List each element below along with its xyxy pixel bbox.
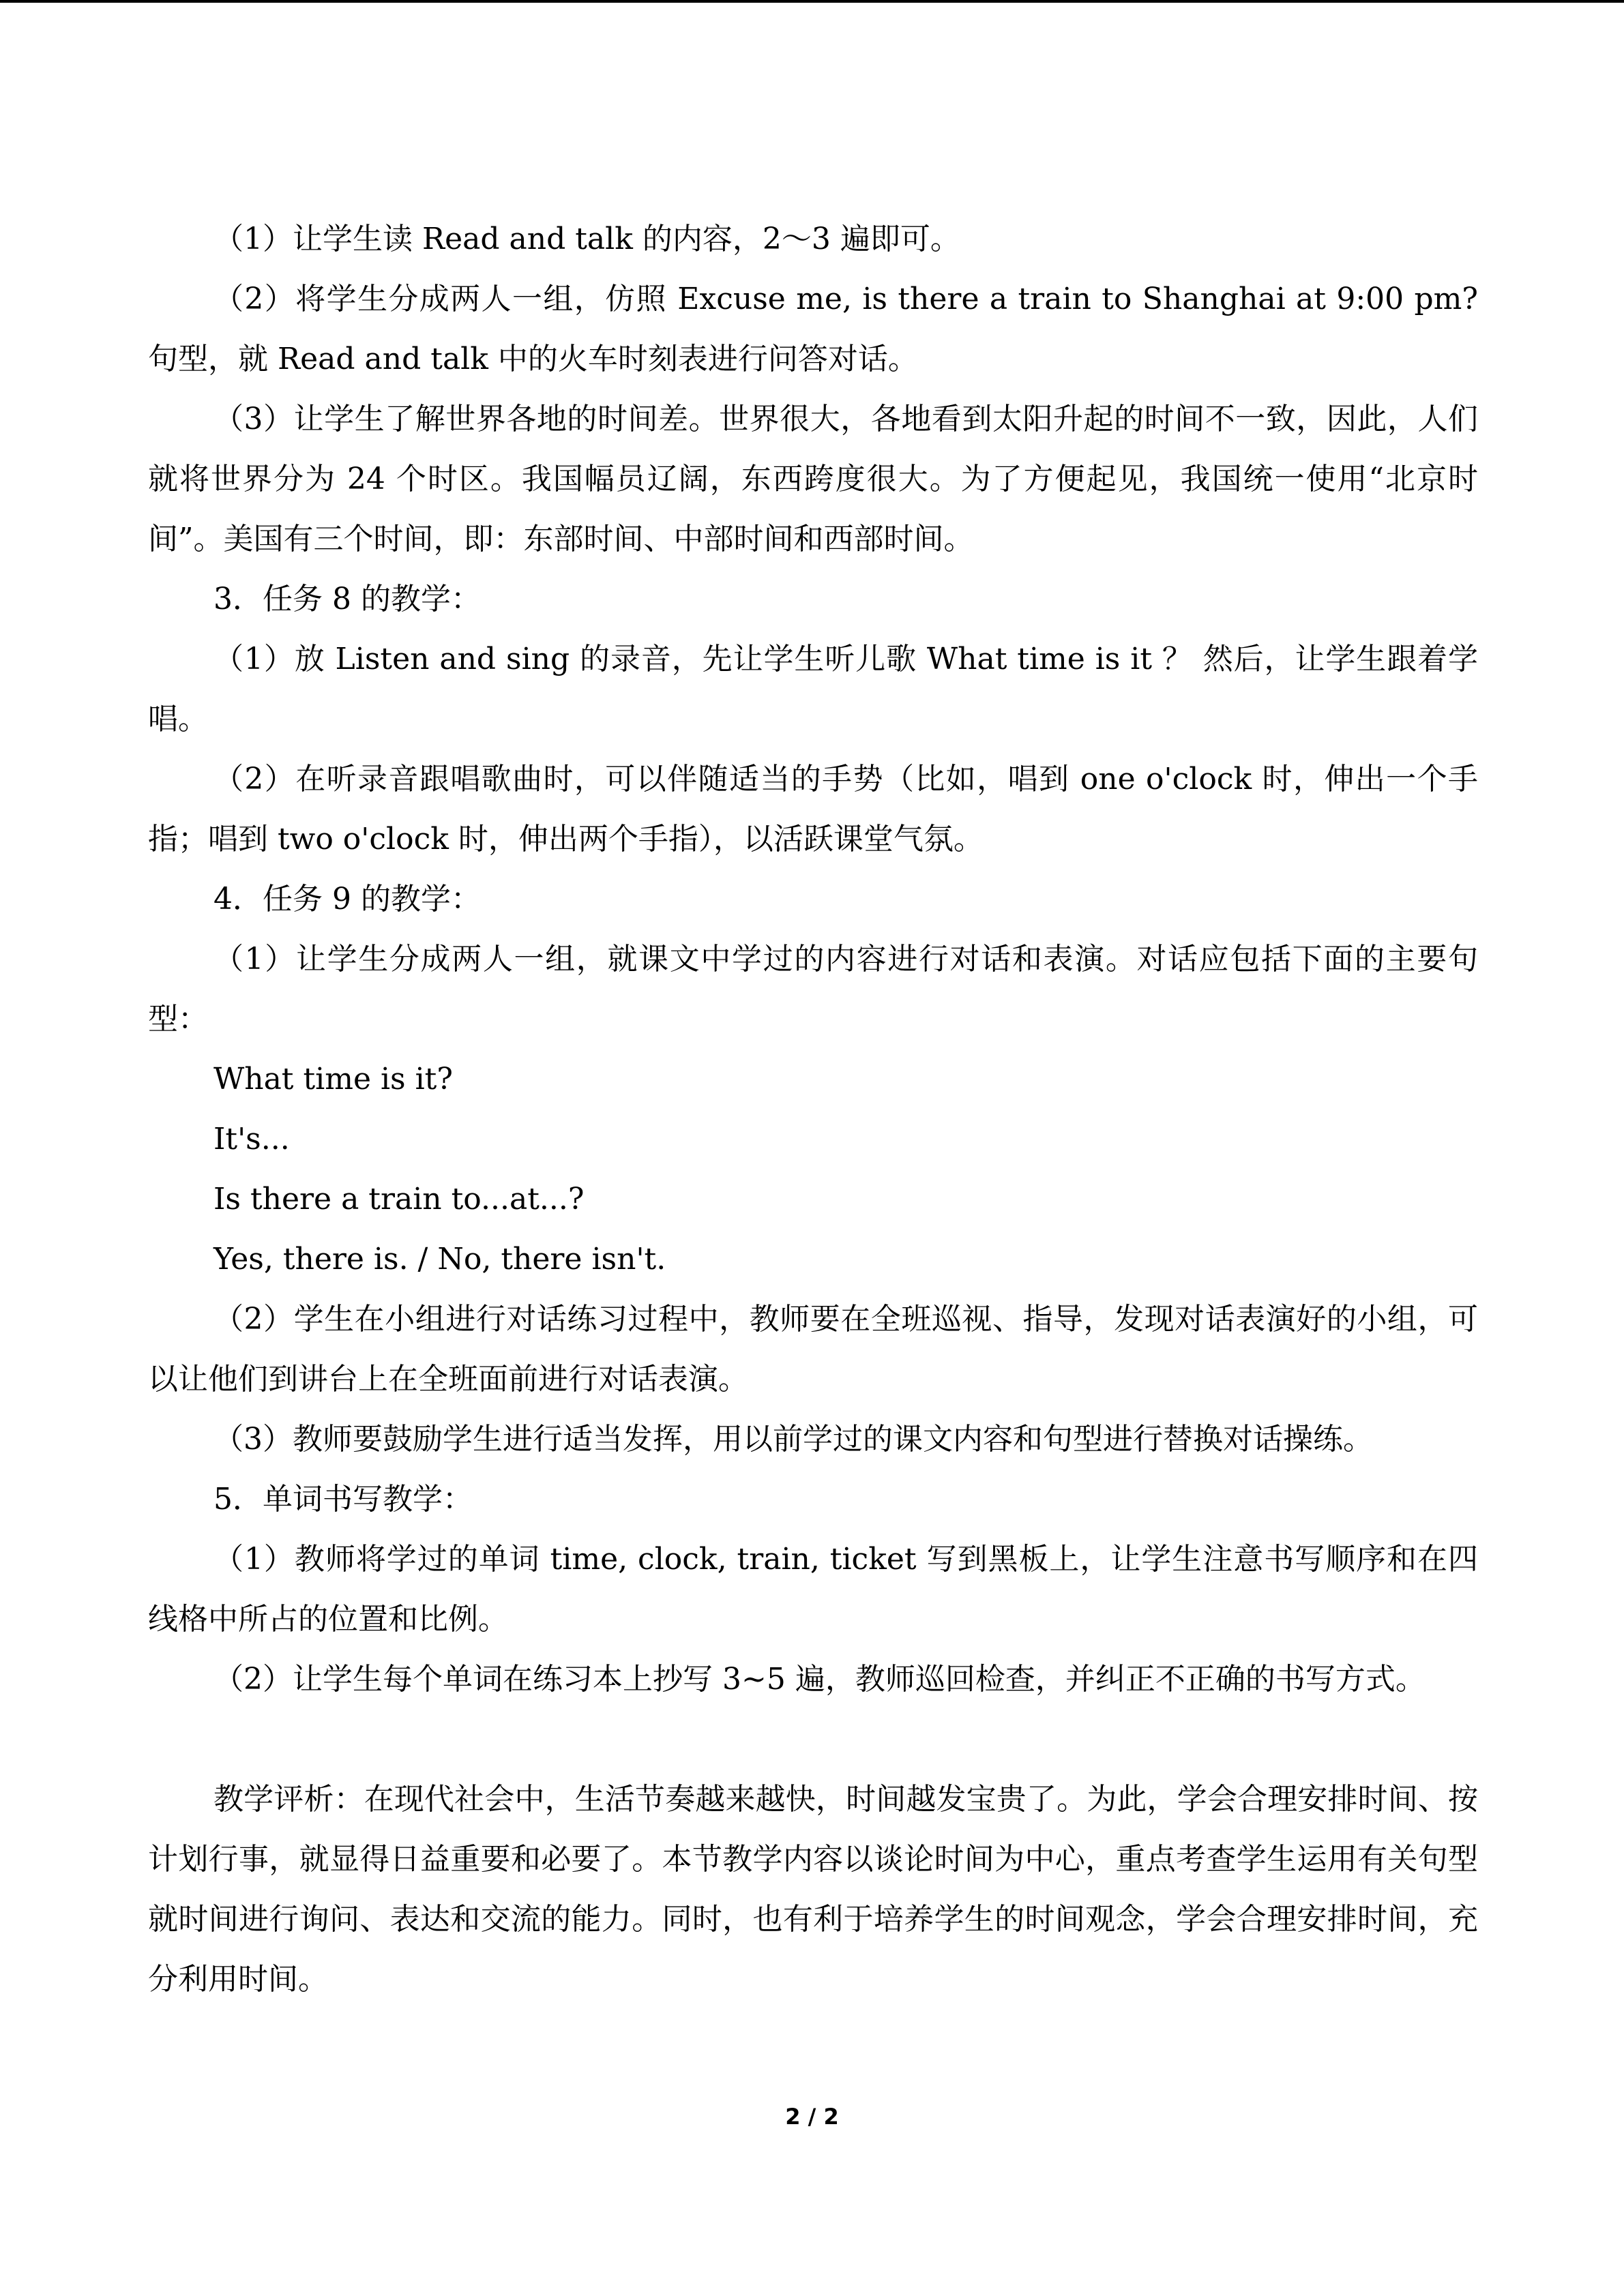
sentence-pattern: It's... [213, 1122, 290, 1157]
sentence-pattern: Yes, there is. / No, there isn't. [213, 1242, 666, 1277]
paragraph: （3）让学生了解世界各地的时间差。世界很大，各地看到太阳升起的时间不一致，因此，人们就将世界分为 24 个时区。我国幅员辽阔，东西跨度很大。为了方便起见，我国统一使用“北京时间”。美国有三个时间，即：东部时间、中部时间和西部时间。 [148, 402, 1478, 556]
paragraph: （1）让学生读 Read and talk 的内容，2～3 遍即可。 [213, 222, 960, 256]
paragraph: （1）放 Listen and sing 的录音，先让学生听儿歌 What time is it ？ 然后，让学生跟着学唱。 [148, 642, 1478, 736]
sentence-pattern: Is there a train to...at...? [213, 1182, 585, 1217]
section-heading: 3．任务 8 的教学： [213, 582, 481, 616]
paragraph: （2）让学生每个单词在练习本上抄写 3~5 遍，教师巡回检查，并纠正不正确的书写方式。 [213, 1662, 1426, 1697]
evaluation-paragraph: 教学评析：在现代社会中，生活节奏越来越快，时间越发宝贵了。为此，学会合理安排时间、按计划行事，就显得日益重要和必要了。本节教学内容以谈论时间为中心，重点考查学生运用有关句型就时间进行询问、表达和交流的能力。同时，也有利于培养学生的时间观念，学会合理安排时间，充分利用时间。 [148, 1782, 1478, 1997]
page-number: 2 / 2 [785, 2104, 839, 2130]
paragraph: （1）教师将学过的单词 time, clock, train, ticket 写到黑板上，让学生注意书写顺序和在四线格中所占的位置和比例。 [148, 1542, 1478, 1637]
section-heading: 4．任务 9 的教学： [213, 882, 481, 916]
sentence-pattern: What time is it? [213, 1062, 453, 1097]
paragraph: （2）将学生分成两人一组，仿照 Excuse me, is there a train to Shanghai at 9:00 pm? 句型，就 Read and talk 中的火车时刻表进行问答对话。 [148, 282, 1478, 376]
paragraph: （2）在听录音跟唱歌曲时，可以伴随适当的手势（比如，唱到 one o'clock 时，伸出一个手指；唱到 two o'clock 时，伸出两个手指），以活跃课堂气氛。 [148, 762, 1478, 856]
paragraph: （3）教师要鼓励学生进行适当发挥，用以前学过的课文内容和句型进行替换对话操练。 [213, 1422, 1373, 1457]
paragraph: （1）让学生分成两人一组，就课文中学过的内容进行对话和表演。对话应包括下面的主要句型： [148, 942, 1478, 1037]
paragraph: （2）学生在小组进行对话练习过程中，教师要在全班巡视、指导，发现对话表演好的小组，可以让他们到讲台上在全班面前进行对话表演。 [148, 1302, 1478, 1397]
section-heading: 5．单词书写教学： [213, 1482, 473, 1517]
